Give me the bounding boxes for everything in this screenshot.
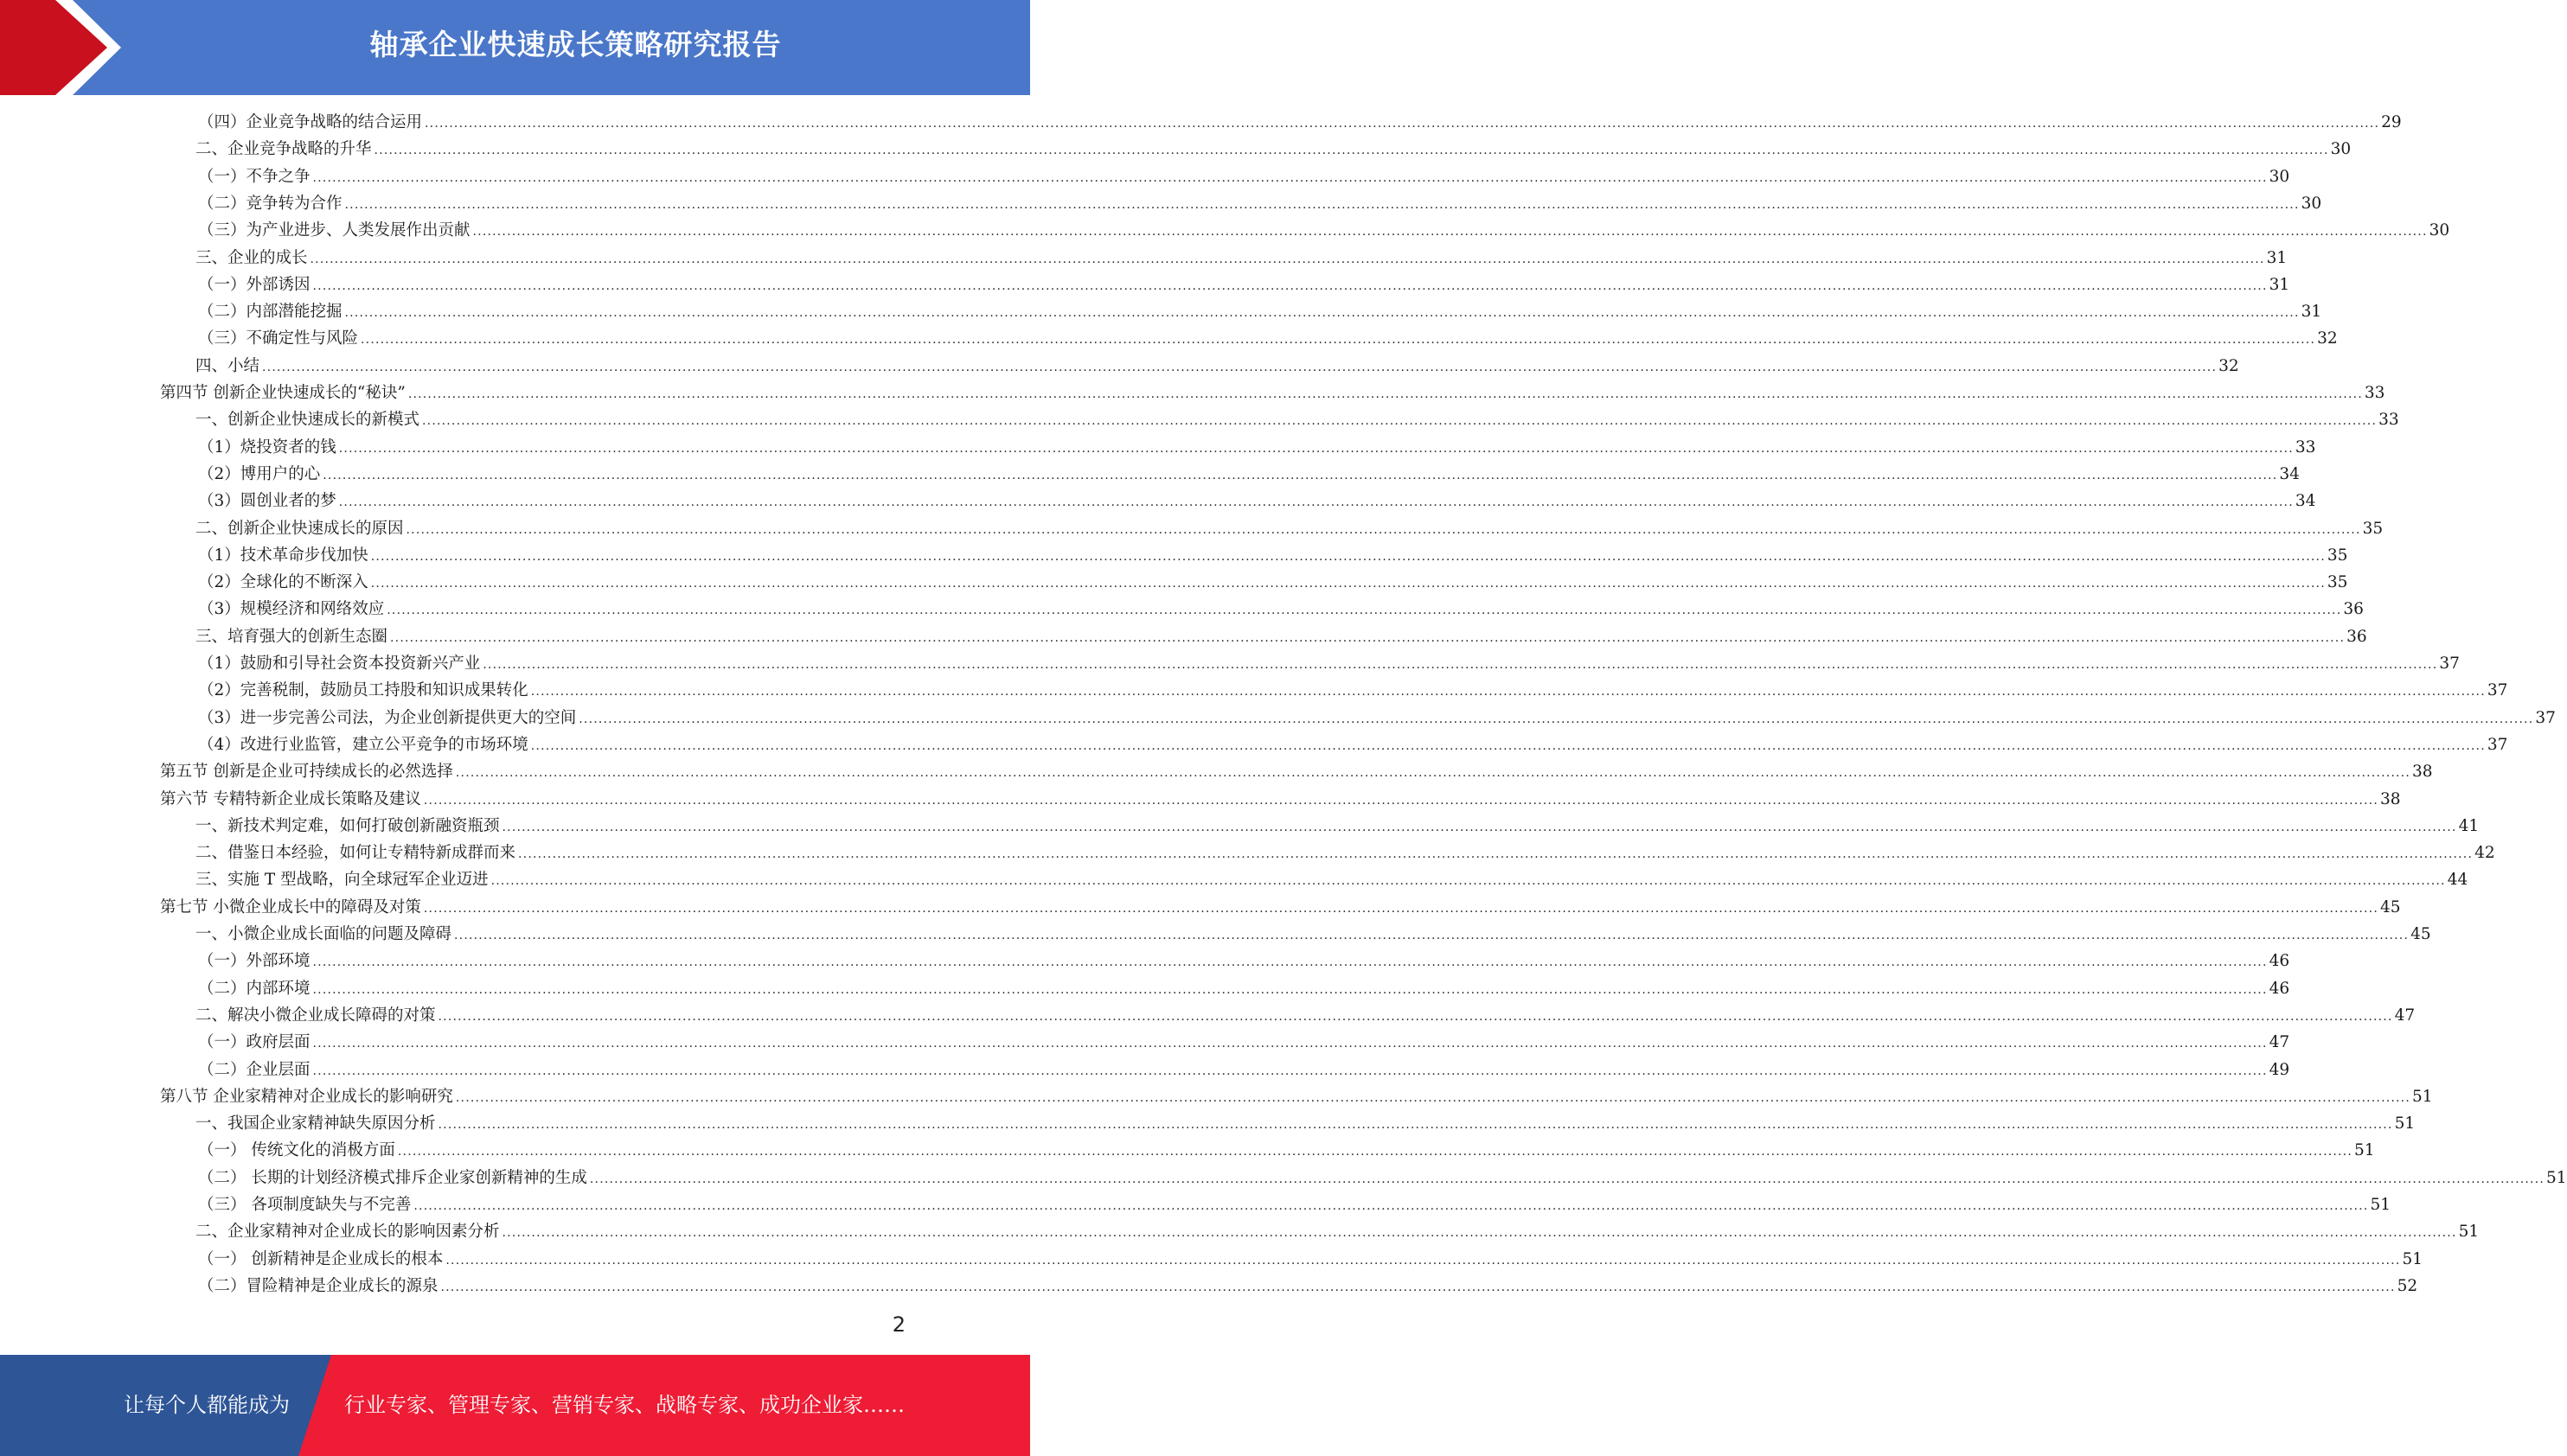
toc-leader-dots: ................................................................................................................................................................................................................................................................................................................................................................................................................: [323, 468, 2278, 482]
toc-leader-dots: ................................................................................................................................................................................................................................................................................................................................................................................................................: [370, 549, 2326, 564]
toc-entry-page: 51: [2545, 1168, 2567, 1187]
toc-entry-page: 44: [2447, 871, 2468, 890]
toc-entry[interactable]: [195, 624, 2367, 651]
toc-leader-dots: ................................................................................................................................................................................................................................................................................................................................................................................................................: [344, 197, 2300, 212]
toc-entry-page: 37: [2487, 735, 2508, 754]
toc-leader-dots: ................................................................................................................................................................................................................................................................................................................................................................................................................: [579, 712, 2534, 726]
toc-entry-page: 34: [2295, 492, 2316, 511]
toc-entry-page: 51: [2370, 1196, 2391, 1214]
toc-entry-label: 一、创新企业快速成长的新模式: [195, 411, 420, 430]
toc-entry-label: （1）技术革命步伐加快: [198, 546, 368, 565]
toc-entry[interactable]: [160, 759, 2433, 786]
toc-entry-page: 37: [2487, 681, 2508, 700]
toc-entry[interactable]: [198, 732, 2508, 759]
toc-entry-label: 第八节 企业家精神对企业成长的影响研究: [160, 1087, 453, 1106]
toc-entry[interactable]: [198, 543, 2348, 570]
toc-entry-label: 第六节 专精特新企业成长策略及建议: [160, 789, 421, 808]
toc-entry[interactable]: [198, 218, 2450, 245]
toc-leader-dots: ................................................................................................................................................................................................................................................................................................................................................................................................................: [530, 738, 2486, 753]
toc-entry[interactable]: [195, 922, 2431, 948]
toc-entry-label: （二） 长期的计划经济模式排斥企业家创新精神的生成: [198, 1168, 587, 1187]
toc-entry-label: （三）为产业进步、人类发展作出贡献: [198, 221, 471, 240]
toc-entry-page: 32: [2317, 329, 2338, 348]
toc-leader-dots: ................................................................................................................................................................................................................................................................................................................................................................................................................: [423, 901, 2378, 916]
toc-entry-page: 51: [2353, 1141, 2375, 1160]
toc-entry-label: （1）烧投资者的钱: [198, 437, 336, 457]
toc-entry-page: 30: [2301, 194, 2322, 213]
toc-entry[interactable]: [195, 137, 2352, 163]
toc-leader-dots: ................................................................................................................................................................................................................................................................................................................................................................................................................: [370, 577, 2326, 591]
page-header: [0, 0, 1030, 95]
toc-entry-label: （一）外部诱因: [198, 275, 310, 294]
toc-entry[interactable]: [195, 354, 2239, 380]
toc-entry[interactable]: [198, 110, 2402, 137]
toc-entry-label: 二、企业家精神对企业成长的影响因素分析: [195, 1223, 500, 1242]
toc-entry-label: 二、解决小微企业成长障碍的对策: [195, 1006, 436, 1025]
toc-leader-dots: ................................................................................................................................................................................................................................................................................................................................................................................................................: [589, 1172, 2545, 1186]
toc-entry[interactable]: [198, 191, 2322, 218]
toc-entry[interactable]: [198, 1138, 2375, 1165]
toc-leader-dots: ................................................................................................................................................................................................................................................................................................................................................................................................................: [338, 495, 2294, 510]
toc-entry-page: 30: [2330, 140, 2352, 159]
toc-entry-label: （3）进一步完善公司法，为企业创新提供更大的空间: [198, 708, 577, 727]
toc-leader-dots: ................................................................................................................................................................................................................................................................................................................................................................................................................: [422, 414, 2378, 429]
toc-entry-page: 42: [2474, 844, 2495, 863]
toc-entry-page: 51: [2411, 1087, 2433, 1106]
toc-entry[interactable]: [198, 976, 2290, 1003]
toc-leader-dots: ................................................................................................................................................................................................................................................................................................................................................................................................................: [312, 1037, 2268, 1051]
toc-leader-dots: ................................................................................................................................................................................................................................................................................................................................................................................................................: [440, 1280, 2396, 1294]
toc-entry[interactable]: [195, 840, 2495, 867]
toc-entry-page: 31: [2266, 248, 2288, 267]
toc-leader-dots: ................................................................................................................................................................................................................................................................................................................................................................................................................: [413, 1199, 2369, 1213]
toc-entry[interactable]: [195, 246, 2288, 272]
toc-entry[interactable]: [198, 706, 2556, 732]
toc-entry-page: 30: [2269, 167, 2290, 186]
toc-leader-dots: ................................................................................................................................................................................................................................................................................................................................................................................................................: [423, 793, 2378, 808]
toc-entry-label: 第四节 创新企业快速成长的“秘诀”: [160, 384, 406, 402]
toc-entry[interactable]: [195, 516, 2384, 543]
toc-entry[interactable]: [198, 1057, 2290, 1084]
toc-entry-label: （二）内部潜能挖掘: [198, 303, 342, 322]
toc-entry[interactable]: [198, 678, 2508, 705]
toc-entry-page: 36: [2346, 627, 2367, 646]
toc-leader-dots: ................................................................................................................................................................................................................................................................................................................................................................................................................: [387, 603, 2342, 618]
toc-leader-dots: ................................................................................................................................................................................................................................................................................................................................................................................................................: [262, 360, 2218, 374]
toc-entry-label: （一） 传统文化的消极方面: [198, 1141, 395, 1160]
toc-entry-label: （2）完善税制，鼓励员工持股和知识成果转化: [198, 681, 528, 700]
toc-entry[interactable]: [198, 1274, 2418, 1300]
toc-entry[interactable]: [198, 948, 2290, 975]
toc-entry-page: 41: [2458, 816, 2480, 835]
toc-entry-label: 一、新技术判定难，如何打破创新融资瓶颈: [195, 816, 500, 835]
toc-leader-dots: ................................................................................................................................................................................................................................................................................................................................................................................................................: [490, 874, 2446, 889]
toc-entry-page: 32: [2218, 356, 2239, 375]
toc-entry-label: 三、实施 T 型战略，向全球冠军企业迈进: [195, 871, 489, 890]
toc-entry[interactable]: [198, 272, 2290, 299]
toc-leader-dots: ................................................................................................................................................................................................................................................................................................................................................................................................................: [310, 252, 2265, 266]
toc-leader-dots: ................................................................................................................................................................................................................................................................................................................................................................................................................: [344, 306, 2300, 321]
document-title: 轴承企业快速成长策略研究报告: [369, 28, 782, 61]
toc-leader-dots: ................................................................................................................................................................................................................................................................................................................................................................................................................: [338, 441, 2294, 456]
toc-leader-dots: ................................................................................................................................................................................................................................................................................................................................................................................................................: [530, 685, 2486, 699]
toc-entry[interactable]: [198, 164, 2290, 191]
toc-entry-page: 31: [2269, 275, 2290, 294]
toc-entry-page: 46: [2269, 979, 2290, 998]
toc-entry-page: 45: [2379, 897, 2401, 916]
toc-entry-page: 36: [2343, 600, 2364, 619]
toc-entry-page: 37: [2535, 708, 2556, 727]
toc-entry[interactable]: [198, 489, 2316, 515]
toc-entry[interactable]: [195, 1003, 2416, 1030]
toc-entry[interactable]: [198, 597, 2364, 623]
toc-entry[interactable]: [195, 407, 2399, 434]
toc-entry-page: 49: [2269, 1060, 2290, 1079]
toc-entry[interactable]: [198, 651, 2460, 678]
toc-entry-page: 35: [2327, 573, 2348, 592]
toc-entry[interactable]: [195, 814, 2480, 840]
toc-entry[interactable]: [198, 1030, 2290, 1057]
toc-entry[interactable]: [198, 1247, 2423, 1274]
toc-entry-label: （一） 创新精神是企业成长的根本: [198, 1249, 444, 1268]
toc-entry-page: 31: [2301, 303, 2322, 322]
toc-leader-dots: ................................................................................................................................................................................................................................................................................................................................................................................................................: [472, 225, 2428, 239]
toc-entry-label: （2）全球化的不断深入: [198, 573, 368, 592]
toc-entry-label: （一）外部环境: [198, 952, 310, 971]
toc-entry-label: 第五节 创新是企业可持续成长的必然选择: [160, 763, 453, 782]
toc-entry-page: 34: [2279, 464, 2300, 483]
toc-entry-page: 51: [2394, 1114, 2416, 1134]
toc-entry[interactable]: [160, 380, 2385, 407]
toc-entry-page: 33: [2295, 437, 2316, 457]
toc-entry-page: 33: [2364, 384, 2385, 402]
toc-leader-dots: ................................................................................................................................................................................................................................................................................................................................................................................................................: [455, 766, 2410, 781]
toc-entry[interactable]: [160, 787, 2401, 814]
toc-entry-page: 52: [2397, 1276, 2418, 1295]
toc-entry-label: （三）不确定性与风险: [198, 329, 359, 348]
toc-leader-dots: ................................................................................................................................................................................................................................................................................................................................................................................................................: [502, 820, 2457, 834]
toc-leader-dots: ................................................................................................................................................................................................................................................................................................................................................................................................................: [455, 1090, 2410, 1105]
toc-entry[interactable]: [195, 867, 2468, 894]
toc-entry[interactable]: [198, 326, 2338, 353]
toc-leader-dots: ................................................................................................................................................................................................................................................................................................................................................................................................................: [361, 333, 2316, 348]
toc-entry-label: 二、借鉴日本经验，如何让专精特新成群而来: [195, 844, 516, 863]
toc-entry-page: 38: [2411, 763, 2433, 782]
footer-slogan-right: 行业专家、管理专家、营销专家、战略专家、成功企业家……: [344, 1393, 905, 1417]
page-footer: [0, 1355, 1030, 1456]
toc-entry-page: 35: [2327, 546, 2348, 565]
toc-leader-dots: ................................................................................................................................................................................................................................................................................................................................................................................................................: [445, 1253, 2401, 1268]
toc-entry[interactable]: [195, 1111, 2416, 1138]
toc-entry-label: （四）企业竞争战略的结合运用: [198, 113, 423, 131]
toc-entry-label: （1）鼓励和引导社会资本投资新兴产业: [198, 655, 481, 673]
toc-entry-page: 47: [2269, 1033, 2290, 1052]
toc-leader-dots: ................................................................................................................................................................................................................................................................................................................................................................................................................: [406, 522, 2361, 537]
toc-entry-label: （二）企业层面: [198, 1060, 310, 1079]
toc-entry-label: 三、培育强大的创新生态圈: [195, 627, 388, 646]
toc-entry[interactable]: [198, 570, 2348, 597]
toc-leader-dots: ................................................................................................................................................................................................................................................................................................................................................................................................................: [438, 1118, 2393, 1133]
toc-entry-page: 33: [2378, 411, 2399, 430]
toc-entry-label: （二）内部环境: [198, 979, 310, 998]
toc-leader-dots: ................................................................................................................................................................................................................................................................................................................................................................................................................: [312, 278, 2268, 293]
toc-leader-dots: ................................................................................................................................................................................................................................................................................................................................................................................................................: [483, 658, 2438, 672]
footer-slogan-left: 让每个人都能成为: [124, 1393, 290, 1417]
toc-entry-label: （一）政府层面: [198, 1033, 310, 1052]
toc-entry-page: 51: [2402, 1249, 2423, 1268]
toc-leader-dots: ................................................................................................................................................................................................................................................................................................................................................................................................................: [312, 982, 2268, 997]
toc-leader-dots: ................................................................................................................................................................................................................................................................................................................................................................................................................: [502, 1226, 2457, 1241]
toc-entry-page: 38: [2379, 789, 2401, 808]
toc-entry-label: （3）规模经济和网络效应: [198, 600, 385, 619]
toc-entry-page: 46: [2269, 952, 2290, 971]
toc-entry[interactable]: [198, 435, 2316, 462]
toc-entry-label: 一、我国企业家精神缺失原因分析: [195, 1114, 436, 1134]
toc-leader-dots: ................................................................................................................................................................................................................................................................................................................................................................................................................: [407, 387, 2363, 401]
toc-entry[interactable]: [160, 1084, 2433, 1111]
toc-entry-label: 第七节 小微企业成长中的障碍及对策: [160, 897, 421, 916]
page-number: 2: [892, 1312, 906, 1337]
toc-entry-page: 30: [2429, 221, 2450, 240]
toc-entry-page: 45: [2410, 925, 2431, 943]
toc-leader-dots: ................................................................................................................................................................................................................................................................................................................................................................................................................: [374, 144, 2329, 158]
toc-leader-dots: ................................................................................................................................................................................................................................................................................................................................................................................................................: [454, 929, 2410, 942]
toc-entry-page: 35: [2362, 519, 2384, 538]
toc-entry[interactable]: [198, 1192, 2391, 1219]
toc-entry-label: （二）冒险精神是企业成长的源泉: [198, 1276, 439, 1295]
toc-leader-dots: ................................................................................................................................................................................................................................................................................................................................................................................................................: [438, 1009, 2393, 1024]
toc-leader-dots: ................................................................................................................................................................................................................................................................................................................................................................................................................: [312, 170, 2268, 185]
toc-entry-label: 四、小结: [195, 356, 260, 375]
toc-entry-page: 37: [2439, 655, 2460, 673]
toc-entry-label: （一）不争之争: [198, 167, 310, 186]
toc-entry[interactable]: [198, 462, 2300, 489]
toc-entry-page: 29: [2381, 113, 2402, 131]
toc-entry-label: （2）博用户的心: [198, 464, 321, 483]
toc-entry-label: （4）改进行业监管，建立公平竞争的市场环境: [198, 735, 528, 754]
toc-entry[interactable]: [195, 1219, 2480, 1246]
toc-entry-page: 47: [2394, 1006, 2416, 1025]
toc-leader-dots: ................................................................................................................................................................................................................................................................................................................................................................................................................: [397, 1145, 2353, 1159]
toc-leader-dots: ................................................................................................................................................................................................................................................................................................................................................................................................................: [312, 1063, 2268, 1078]
toc-entry-label: 二、企业竞争战略的升华: [195, 140, 372, 159]
toc-entry[interactable]: [198, 1165, 2567, 1192]
toc-entry-label: （二）竞争转为合作: [198, 194, 342, 213]
toc-entry-label: 一、小微企业成长面临的问题及障碍: [195, 925, 452, 943]
toc-leader-dots: ................................................................................................................................................................................................................................................................................................................................................................................................................: [390, 630, 2346, 645]
toc-leader-dots: ................................................................................................................................................................................................................................................................................................................................................................................................................: [518, 847, 2474, 862]
toc-leader-dots: ................................................................................................................................................................................................................................................................................................................................................................................................................: [425, 117, 2380, 131]
toc-entry-label: （三） 各项制度缺失与不完善: [198, 1196, 412, 1214]
toc-entry[interactable]: [198, 299, 2322, 326]
toc-entry-label: 二、创新企业快速成长的原因: [195, 519, 404, 538]
toc-entry-label: 三、企业的成长: [195, 248, 308, 267]
toc-leader-dots: ................................................................................................................................................................................................................................................................................................................................................................................................................: [312, 955, 2268, 970]
toc-entry-page: 51: [2458, 1223, 2480, 1242]
toc-entry-label: （3）圆创业者的梦: [198, 492, 336, 511]
toc-entry[interactable]: [160, 895, 2401, 922]
